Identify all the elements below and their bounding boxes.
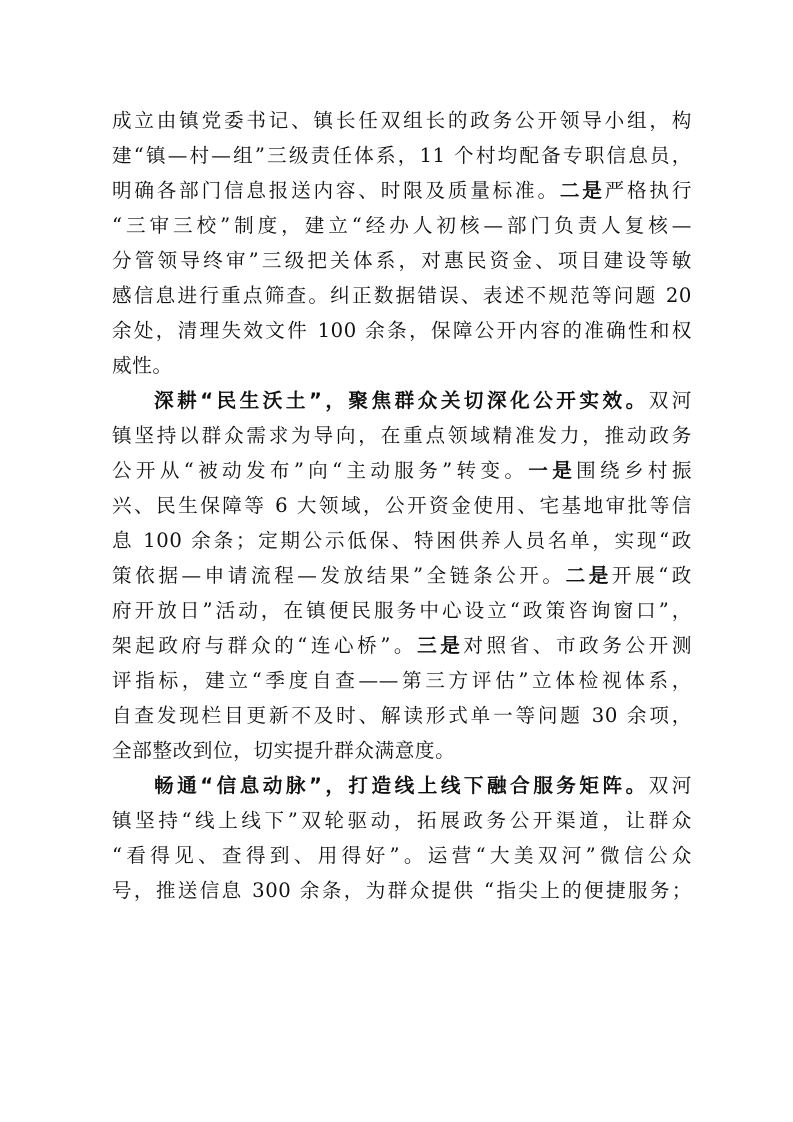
text-run: 分管领导终审”三级把关体系，对惠民资金、项目建设等敏 (112, 249, 692, 272)
text-run: 镇坚持“线上线下”双轮驱动，拓展政务公开渠道，让群众 (112, 809, 692, 832)
text-run: 双河 (648, 774, 692, 797)
text-line (112, 278, 692, 313)
text-run: 息 100 余条；定期公示低保、特困供养人员名单，实现“政 (112, 529, 692, 552)
text-run: 自查发现栏目更新不及时、解读形式单一等问题 30 余项， (112, 704, 692, 727)
text-run: 余处，清理失效文件 100 余条，保障公开内容的准确性和权 (112, 319, 692, 342)
text-line (112, 208, 692, 243)
text-run: 策依据—申请流程—发放结果”全链条公开。 (112, 564, 566, 587)
text-run: 公开从“被动发布”向“主动服务”转变。 (112, 459, 529, 482)
text-run: 对照省、市政务公开测 (463, 634, 693, 657)
text-run: 兴、民生保障等 6 大领域，公开资金使用、宅基地审批等信 (112, 494, 692, 517)
text-run: 感信息进行重点筛查。纠正数据错误、表述不规范等问题 20 (112, 284, 692, 307)
text-line (112, 418, 692, 453)
text-run: 严格执行 (604, 179, 693, 202)
body-text (112, 103, 692, 908)
text-line (112, 173, 692, 208)
text-line (112, 593, 692, 628)
text-run: 架起政府与群众的“连心桥”。 (112, 634, 418, 657)
text-run: 围绕乡村振 (576, 459, 693, 482)
text-line (112, 523, 692, 558)
text-run: 镇坚持以群众需求为导向，在重点领域精准发力，推动政务 (112, 424, 692, 447)
text-line (112, 768, 692, 803)
text-line (112, 383, 692, 418)
bold-text-run: 深耕“民生沃土”，聚焦群众关切深化公开实效。 (154, 389, 649, 412)
bold-text-run: 畅通“信息动脉”，打造线上线下融合服务矩阵。 (154, 774, 649, 797)
text-line (112, 663, 692, 698)
text-run: “三审三校”制度，建立“经办人初核—部门负责人复核— (112, 214, 692, 237)
text-line (112, 488, 692, 523)
text-line (112, 803, 692, 838)
text-line (112, 313, 692, 348)
text-run: 开展“政 (611, 564, 692, 587)
text-run: 号，推送信息 300 余条，为群众提供 “指尖上的便捷服务； (112, 879, 692, 902)
text-run: “看得见、查得到、用得好”。运营“大美双河”微信公众 (112, 844, 692, 867)
text-line (112, 138, 692, 173)
bold-text-run: 三是 (417, 634, 464, 657)
text-line (112, 628, 692, 663)
bold-text-run: 二是 (565, 564, 612, 587)
text-run: 府开放日”活动，在镇便民服务中心设立“政策咨询窗口”， (112, 599, 692, 622)
text-run: 威性。 (112, 354, 173, 377)
text-line (112, 103, 692, 138)
text-line (112, 873, 692, 908)
text-line (112, 838, 692, 873)
text-line (112, 453, 692, 488)
text-line (112, 348, 692, 383)
text-run: 明确各部门信息报送内容、时限及质量标准。 (112, 179, 560, 202)
text-run: 全部整改到位，切实提升群众满意度。 (112, 739, 456, 762)
text-line (112, 733, 692, 768)
text-run: 双河 (648, 389, 692, 412)
text-run: 评指标，建立“季度自查——第三方评估”立体检视体系， (112, 669, 692, 692)
text-run: 成立由镇党委书记、镇长任双组长的政务公开领导小组，构 (112, 109, 692, 132)
bold-text-run: 一是 (528, 459, 577, 482)
text-line (112, 558, 692, 593)
text-line (112, 698, 692, 733)
bold-text-run: 二是 (559, 179, 605, 202)
text-line (112, 243, 692, 278)
text-run: 建“镇—村—组”三级责任体系，11 个村均配备专职信息员， (112, 144, 692, 167)
